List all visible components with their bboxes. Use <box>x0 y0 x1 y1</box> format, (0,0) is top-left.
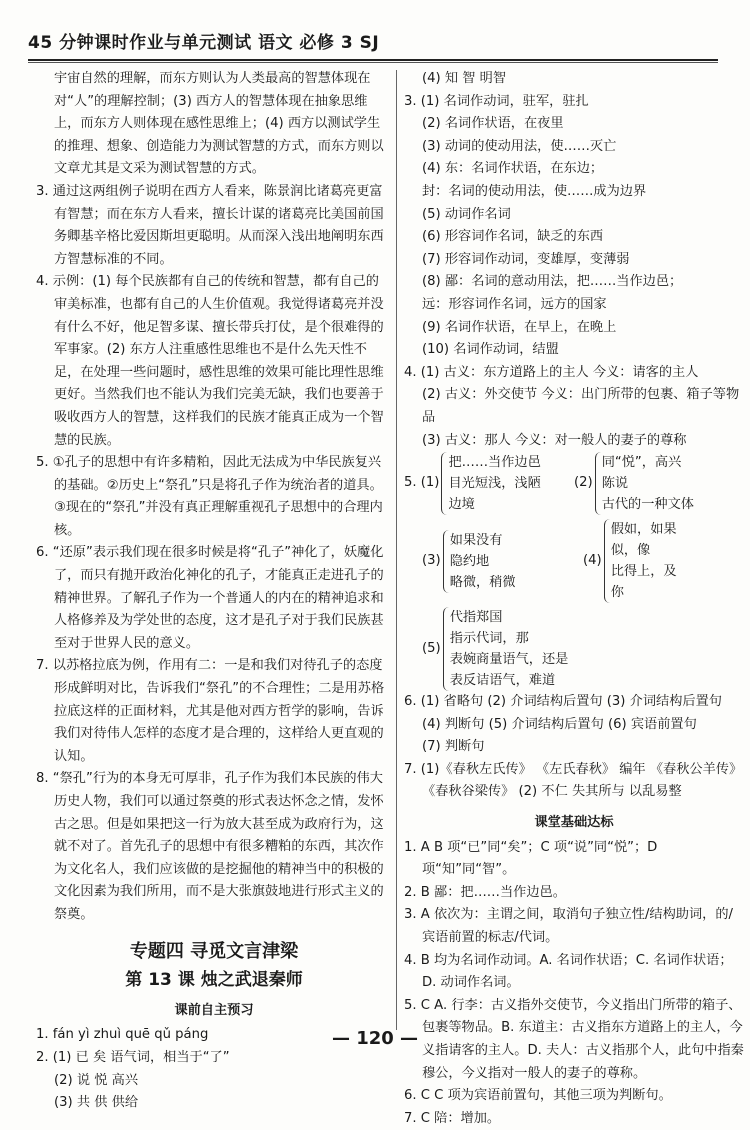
bracket-group <box>443 607 569 691</box>
lesson-title: 第 13 课 烛之武退秦师 <box>125 970 303 991</box>
answer-4: 4. 示例：(1) 每个民族都有自己的传统和智慧，都有自己的审美标准，也都有自己的人生价值观。我觉得诸葛亮并没有什么不好，他足智多谋、擅长带兵打仗，是个很难得的军事家。(2) 东方人注重感性思维也不是什么先天性不足，在处理一些问题时，感性思维的效果可能比理性思维更好。当然我们也不能认为我们完美无缺，我们也要善于吸收西方人的智慧，这样我们的民族才能真正成为一个智慧的民族。 <box>36 274 384 448</box>
answer-r4-line: (2) 古义：外交使节 今义：出门所带的包裹、箱子等物品 <box>422 387 740 425</box>
answer-r6: 6. (1) 省略句 (2) 介词结构后置句 (3) 介词结构后置句 <box>404 694 722 710</box>
bracket-line: 如果没有 <box>449 532 503 548</box>
answer-r7: 7. (1)《春秋左氏传》 《左氏春秋》 编年 《春秋公羊传》 <box>404 761 743 777</box>
answer-r6-line: (7) 判断句 <box>422 739 485 755</box>
answer-7: 7. 以苏格拉底为例，作用有二：一是和我们对待孔子的态度形成鲜明对比，告诉我们“祭孔”的不合理性；二是用苏格拉底这样的正面材料，尤其是他对西方哲学的影响，告诉我们对待伟人怎样的态度才是合理的，这样给人更直观的认知。 <box>36 658 385 764</box>
answer-r3-line: (9) 名词作状语，在早上，在晚上 <box>422 319 617 335</box>
right-column <box>404 68 744 1130</box>
answer-r3-line: (10) 名词作动词，结盟 <box>422 342 559 358</box>
answer-r3-line: (7) 形容词作动词，变雄厚，变薄弱 <box>422 251 630 267</box>
answer-r3: 3. (1) 名词作动词，驻军，驻扎 <box>404 93 589 109</box>
answer-r3-line: (2) 名词作状语，在夜里 <box>422 116 564 132</box>
preview-answer-1: 1. fán yì zhuì quē qǔ páng <box>36 1027 209 1043</box>
answer-r5-row3 <box>404 607 744 691</box>
bracket-num: (4) <box>583 552 602 568</box>
answer-r3-line: (8) 鄙：名词的意动用法，把……当作边邑； <box>422 274 683 290</box>
class-answer-4: 4. B 均为名词作动词。A. 名词作状语；C. 名词作状语；D. 动词作名词。 <box>404 952 733 991</box>
bracket-line: 目光短浅，浅陋 <box>448 476 541 492</box>
bracket-line: 假如，如果 <box>610 522 677 538</box>
class-answer-7: 7. C 陪：增加。 <box>404 1110 501 1126</box>
answer-8: 8. “祭孔”行为的本身无可厚非，孔子作为我们本民族的伟大历史人物，我们可以通过祭奠的形式表达怀念之情，发怀古之思。但是如果把这一行为放大甚至成为政府行为，这就不对了。首先孔子的思想中有很多糟粕的东西，其次作为文化名人，我们应该做的是挖掘他的精神当中的积极的文化因素为我们所用，而不是大张旗鼓地进行形式主义的祭奠。 <box>36 771 384 922</box>
preview-answer-2d: (4) 知 智 明智 <box>422 71 507 86</box>
bracket-num: (2) <box>574 475 593 491</box>
bracket-group <box>595 452 694 515</box>
bracket-num: (3) <box>422 552 441 568</box>
bracket-group <box>604 519 677 603</box>
answer-r3-line: 远：形容词作名词，远方的国家 <box>422 296 607 312</box>
bracket-line: 边境 <box>448 497 475 513</box>
bracket-line: 表反诘语气，难道 <box>449 673 556 689</box>
header-rule <box>28 62 718 63</box>
section-class-title: 课堂基础达标 <box>534 815 614 831</box>
bracket-line: 代指郑国 <box>449 610 503 626</box>
page-number: — 120 — <box>331 1028 419 1049</box>
bracket-line: 陈说 <box>601 476 629 492</box>
class-answer-3: 3. A 依次为：主谓之间，取消句子独立性/结构助词，的/宾语前置的标志/代词。 <box>404 907 733 946</box>
answer-r3-line: (4) 东：名词作状语，在东边； <box>422 161 604 177</box>
bracket-line: 指示代词，那 <box>449 631 529 647</box>
bracket-line: 把……当作边邑 <box>448 455 541 471</box>
column-divider <box>396 70 397 1030</box>
topic-title: 专题四 寻觅文言津梁 <box>129 940 299 962</box>
class-answer-2: 2. B 鄙：把……当作边邑。 <box>404 884 566 900</box>
bracket-group <box>443 530 516 593</box>
answer-r3-line: (5) 动词作名词 <box>422 206 511 222</box>
answer-continued: 宇宙自然的理解，而东方则认为人类最高的智慧体现在对“人”的理解控制；(3) 西方人的智慧体现在抽象思维上，而东方人则体现在感性思维上；(4) 西方以测试学生的推理、想象、创造能力为测试智慧的方式，而东方则以文章尤其是文采为测试智慧的方式。 <box>54 71 384 177</box>
answer-r3-line: (6) 形容词作名词，缺乏的东西 <box>422 229 604 245</box>
answer-r5-row1 <box>404 452 744 515</box>
bracket-group <box>441 452 540 515</box>
bracket-line: 同“悦”，高兴 <box>601 455 682 471</box>
answer-r7-line: 《春秋谷梁传》 (2) 不仁 失其所与 以乱易整 <box>422 784 682 800</box>
bracket-num: (5) <box>422 640 441 656</box>
answer-3: 3. 通过这两组例子说明在西方人看来，陈景润比诸葛亮更富有智慧；而在东方人看来，擅长计谋的诸葛亮比美国前国务卿基辛格比爱因斯坦更聪明。从而深入浅出地阐明东西方智慧标准的不同。 <box>36 183 384 267</box>
bracket-line: 似，像 <box>610 543 651 559</box>
class-answer-5: 5. C A. 行李：古义指外交使节，今义指出门所带的箱子、包裹等物品。B. 东道主：古义指东方道路上的主人，今义指请客的主人。D. 夫人：古义指那个人，此句中指秦穆公，今义指对一般人的妻子的尊称。 <box>404 997 744 1081</box>
bracket-line: 略微，稍微 <box>449 574 516 590</box>
page-header: 45 分钟课时作业与单元测试 语文 必修 3 SJ <box>28 28 718 61</box>
answer-r3-line: 封：名词的使动用法，使……成为边界 <box>422 183 647 199</box>
answer-r4: 4. (1) 古义：东方道路上的主人 今义：请客的主人 <box>404 364 699 380</box>
bracket-line: 古代的一种文体 <box>601 497 694 513</box>
section-preview-title: 课前自主预习 <box>174 1002 254 1018</box>
answer-r5-row2 <box>404 519 744 603</box>
bracket-line: 你 <box>610 585 624 601</box>
bracket-num: 5. (1) <box>404 475 440 491</box>
answer-r3-line: (3) 动词的使动用法，使……灭亡 <box>422 138 617 154</box>
preview-answer-2c: (3) 共 供 供给 <box>54 1095 139 1111</box>
answer-5: 5. ①孔子的思想中有许多精粕，因此无法成为中华民族复兴的基础。②历史上“祭孔”只是将孔子作为统治者的道具。③现在的“祭孔”并没有真正理解重视孔子思想中的合理内核。 <box>36 455 383 538</box>
class-answer-6: 6. C C 项为宾语前置句，其他三项为判断句。 <box>404 1088 672 1104</box>
bracket-line: 隐约地 <box>449 553 490 569</box>
answer-r4-line: (3) 古义：那人 今义：对一般人的妻子的尊称 <box>422 432 687 448</box>
answer-6: 6. “还原”表示我们现在很多时候是将“孔子”神化了，妖魔化了，而只有抛开政治化神化的孔子，才能真正走进孔子的精神世界。了解孔子作为一个普通人的内在的精神追求和人格修养及为学处世的态度，这才是孔子对于我们民族甚至对于世界人民的意义。 <box>36 545 384 651</box>
preview-answer-2b: (2) 说 悦 高兴 <box>54 1072 139 1088</box>
bracket-line: 比得上，及 <box>610 564 677 580</box>
preview-answer-2: 2. (1) 已 矣 语气词，相当于“了” <box>36 1049 230 1065</box>
left-column <box>36 68 392 1115</box>
answer-r6-line: (4) 判断句 (5) 介词结构后置句 (6) 宾语前置句 <box>422 716 697 732</box>
class-answer-1: 1. A B 项“已”同“矣”；C 项“说”同“悦”；D 项“知”同“智”。 <box>404 839 658 878</box>
bracket-line: 表婉商量语气，还是 <box>449 652 569 668</box>
